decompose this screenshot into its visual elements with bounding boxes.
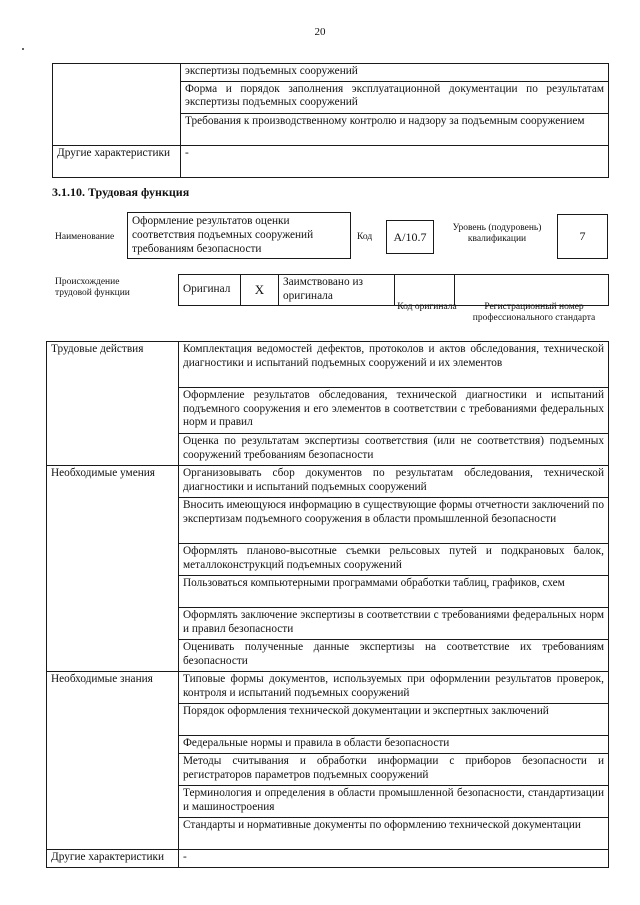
top-table: [52, 63, 609, 178]
top-table-label-other: Другие характеристики: [53, 145, 181, 177]
table-item: Пользоваться компьютерными программами обработки таблиц, графиков, схем: [179, 576, 609, 608]
name-value: Оформление результатов оценки соответствия подъемных сооружений требованиям безопасности: [132, 215, 314, 255]
code-value-box: [386, 220, 434, 254]
group-label-actions: Трудовые действия: [47, 342, 179, 466]
code-caption: Код оригинала: [397, 302, 457, 312]
table-item: Оценивать полученные данные экспертизы на соответствие их требованиям безопасности: [179, 640, 609, 672]
original-mark: X: [241, 275, 279, 306]
origin-label: Происхождение трудовой функции: [55, 277, 130, 298]
table-item: Стандарты и нормативные документы по оформлению технической документации: [179, 818, 609, 850]
name-label: Наименование: [55, 232, 115, 242]
page-number: 20: [314, 26, 326, 38]
name-value-box: [127, 212, 351, 259]
top-table-item: Форма и порядок заполнения эксплуатационной документации по результатам экспертизы подъемных сооружений: [181, 81, 609, 113]
level-value-box: [557, 214, 608, 259]
section-title: 3.1.10. Трудовая функция: [52, 185, 190, 199]
table-item: Терминология и определения в области промышленной безопасности, стандартизации и машиностроения: [179, 786, 609, 818]
table-item: Оформлять планово-высотные съемки рельсовых путей и подкрановых балок, металлоконструкций подъемных сооружений: [179, 544, 609, 576]
top-table-item: экспертизы подъемных сооружений: [181, 64, 609, 82]
table-item: Организовывать сбор документов по результатам обследования, технической диагностики и испытаний подъемных сооружений: [179, 466, 609, 498]
table-item: Порядок оформления технической документации и экспертных заключений: [179, 704, 609, 736]
origin-reg-cell: [455, 275, 609, 306]
table-item: -: [179, 850, 609, 868]
scan-dot: [22, 48, 24, 50]
table-item: Методы считывания и обработки информации с приборов безопасности и регистраторов параметров подъемных сооружений: [179, 754, 609, 786]
reg-caption: Регистрационный номер профессионального стандарта: [472, 302, 596, 323]
top-table-item: -: [181, 145, 609, 177]
group-label-knowledge: Необходимые знания: [47, 672, 179, 850]
table-item: Оформление результатов обследования, технической диагностики и испытаний подъемного сооружения и его элементов в соответствии с требованиями федеральных норм и правил: [179, 388, 609, 434]
code-value: А/10.7: [393, 230, 427, 244]
level-value: 7: [579, 229, 586, 243]
group-label-other: Другие характеристики: [47, 850, 179, 868]
borrowed-label: Заимствовано из оригинала: [279, 275, 395, 306]
level-label: Уровень (подуровень) квалификации: [452, 223, 542, 244]
table-item: Оформлять заключение экспертизы в соответствии с требованиями федеральных норм и правил безопасности: [179, 608, 609, 640]
group-label-skills: Необходимые умения: [47, 466, 179, 672]
table-item: Вносить имеющуюся информацию в существующие формы отчетности заключений по экспертизам подъемного сооружения в области промышленной безопасности: [179, 498, 609, 544]
table-item: Типовые формы документов, используемых при оформлении результатов проверок, контроля и испытаний подъемных сооружений: [179, 672, 609, 704]
table-item: Оценка по результатам экспертизы соответствия (или не соответствия) подъемных сооружений требованиям безопасности: [179, 434, 609, 466]
table-item: Комплектация ведомостей дефектов, протоколов и актов обследования, технической диагностики и испытаний подъемных сооружений и их элементов: [179, 342, 609, 388]
code-label: Код: [357, 232, 373, 242]
top-table-label-empty: [53, 64, 181, 146]
top-table-item: Требования к производственному контролю и надзору за подъемным сооружением: [181, 113, 609, 145]
original-label: Оригинал: [179, 275, 241, 306]
origin-code-cell: [395, 275, 455, 306]
table-item: Федеральные нормы и правила в области безопасности: [179, 736, 609, 754]
main-table: [46, 341, 609, 868]
